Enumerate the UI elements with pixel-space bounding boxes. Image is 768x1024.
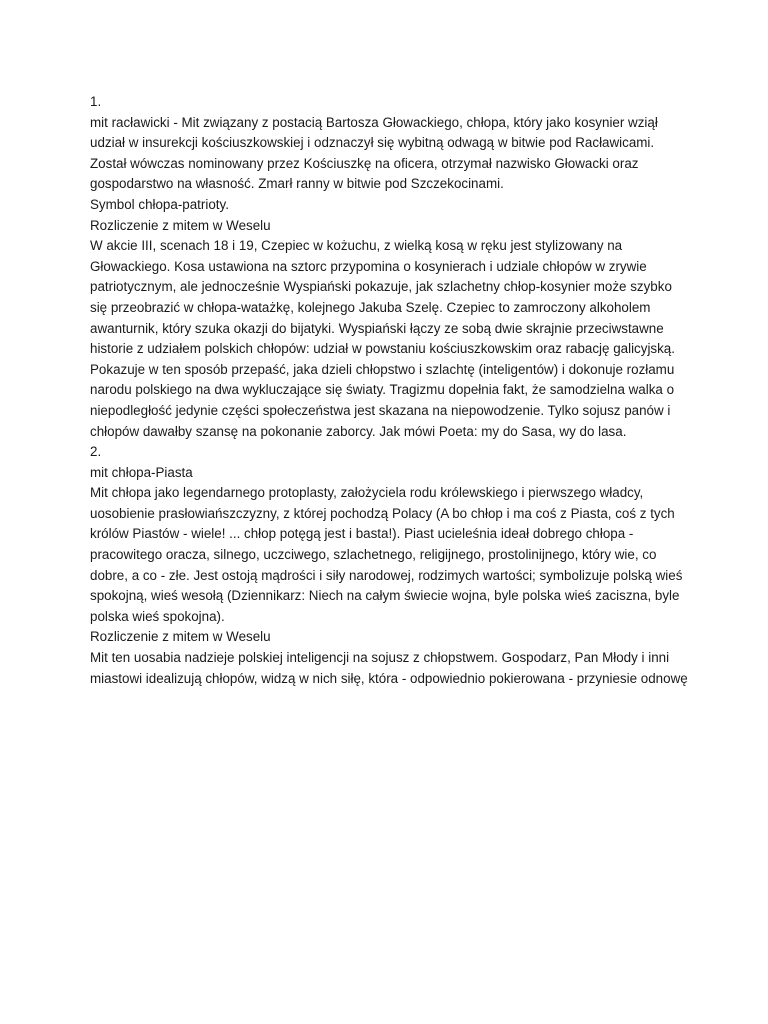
section-number-1: 1. — [90, 94, 102, 109]
section-2-subheading: Rozliczenie z mitem w Weselu — [90, 629, 271, 645]
section-2-body-continued: Mit ten uosabia nadzieje polskiej inteligencji na sojusz z chłopstwem. Gospodarz, Pan Młody i inni miastowi idealizują chłopów, widzą w nich siłę, która - odpowiednio pokierowana - przyniesie odnowę — [90, 650, 688, 686]
section-2-heading: mit chłopa-Piasta — [90, 464, 193, 480]
section-2-body: Mit chłopa jako legendarnego protoplasty, założyciela rodu królewskiego i pierwszego władcy, uosobienie prasłowiańszczyzny, z której pochodzą Polacy (A bo chłop i ma coś z Piasta, coś z tych królów Piastów - wiele! ... chłop potęgą jest i basta!). Piast ucieleśnia ideał dobrego chłopa - pracowitego oracza, silnego, uczciwego, szlachetnego, religijnego, prostolinijnego, który wie, co dobre, a co - złe. Jest ostoją mądrości i siły narodowej, rodzimych wartości; symbolizuje polską wieś spokojną, wieś wesołą (Dziennikarz: Niech na całym świecie wojna, byle polska wieś zaciszna, byle polska wieś spokojna). — [90, 485, 683, 624]
section-number-2: 2. — [90, 444, 102, 460]
section-1-symbol-line: Symbol chłopa-patrioty. — [90, 196, 229, 212]
section-1-heading: mit racławicki - Mit związany z postacią Bartosza Głowackiego, chłopa, który jako kosynier wziął udział w insurekcji kościuszkowskiej i odznaczył się wybitną odwagą w bitwie pod Racławicami. Został wówczas nominowany przez Kościuszkę na oficera, otrzymał nazwisko Głowacki oraz gospodarstwo na własność. Zmarł ranny w bitwie pod Szczekocinami. — [90, 114, 658, 192]
section-1-body: W akcie III, scenach 18 i 19, Czepiec w kożuchu, z wielką kosą w ręku jest stylizowany na Głowackiego. Kosa ustawiona na sztorc przypomina o kosynierach i udziale chłopów w zrywie patriotycznym, ale jednocześnie Wyspiański pokazuje, jak szlachetny chłop-kosynier może szybko się przeobrazić w chłopa-watażkę, kolejnego Jakuba Szelę. Czepiec to zamroczony alkoholem awanturnik, który szuka okazji do bijatyki. Wyspiański łączy ze sobą dwie skrajnie przeciwstawne historie z udziałem polskich chłopów: udział w powstaniu kościuszkowskim oraz rabację galicyjską. Pokazuje w ten sposób przepaść, jaka dzieli chłopstwo i szlachtę (inteligentów) i dokonuje rozłamu narodu polskiego na dwa wykluczające się światy. Tragizmu dopełnia fakt, że samodzielna walka o niepodległość jedynie części społeczeństwa jest skazana na niepowodzenie. Tylko sojusz panów i chłopów dawałby szansę na pokonanie zaborcy. Jak mówi Poeta: my do Sasa, wy do lasa. — [90, 238, 675, 439]
section-1-subheading: Rozliczenie z mitem w Weselu — [90, 217, 271, 233]
document-page — [90, 92, 690, 689]
